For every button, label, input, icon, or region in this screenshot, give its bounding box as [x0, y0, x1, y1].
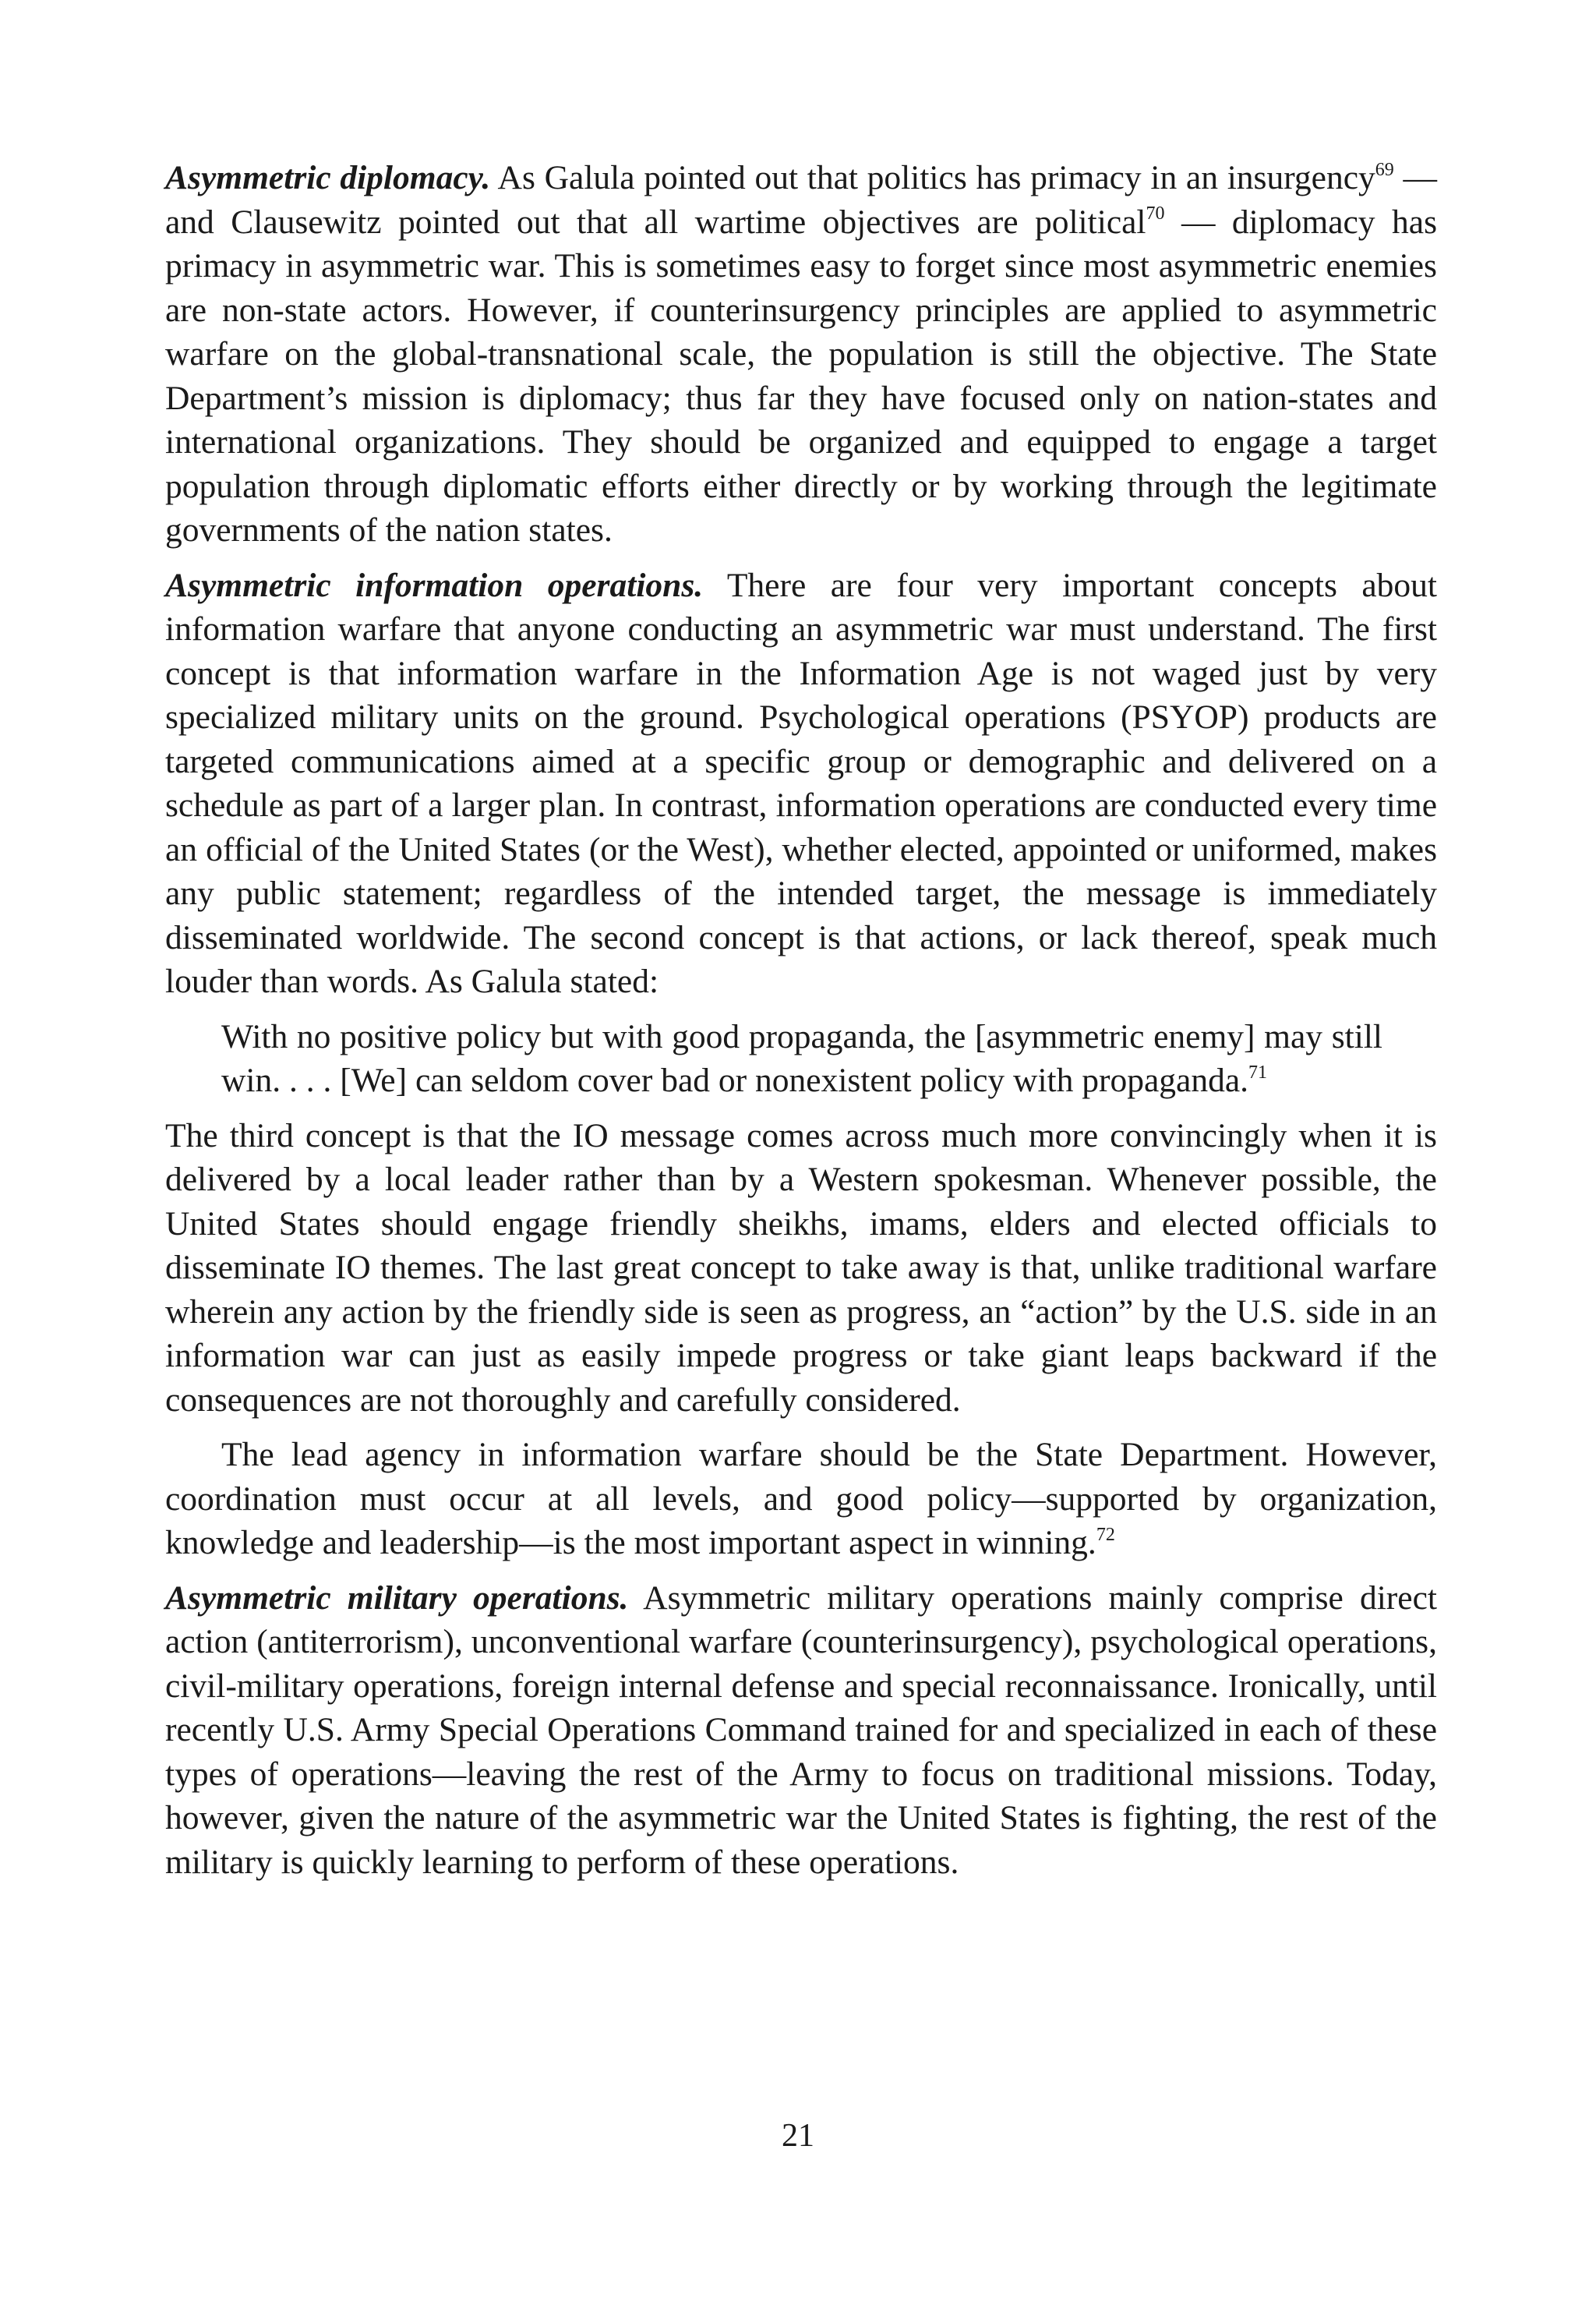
paragraph-asymmetric-information-operations: [165, 564, 1437, 1004]
paragraph-text: —and Clausewitz pointed out that all wartime objectives are political: [165, 159, 1437, 241]
paragraph-text: The third concept is that the IO message comes across much more convincingly when it is delivered by a local leader rather than by a Western spokesman. Whenever possible, the United States should engage friendly sheikhs, imams, elders and elected officials to disseminate IO themes. The last great concept to take away is that, unlike traditional warfare wherein any action by the friendly side is seen as progress, an “action” by the U.S. side in an information war can just as easily impede progress or take giant leaps backward if the consequences are not thoroughly and carefully considered.: [165, 1116, 1437, 1419]
footnote-ref-69: 69: [1375, 159, 1394, 180]
block-quote-galula: [221, 1015, 1382, 1103]
paragraph-lead-agency: [165, 1433, 1437, 1565]
page-number: 21: [782, 2118, 814, 2154]
section-heading-information-operations: Asymmetric information operations.: [165, 566, 704, 604]
paragraph-text: There are four very important concepts about information warfare that anyone conducting an asymmetric war must understand. The first concept is that information warfare in the Information Age is not waged just by very specialized military units on the ground. Psychological operations (PSYOP) products are targeted communications aimed at a specific group or demographic and delivered on a schedule as part of a larger plan. In contrast, information operations are conducted every time an official of the United States (or the West), whether elected, appointed or uniformed, makes any public statement; regardless of the intended target, the message is immediately disseminated worldwide. The second concept is that actions, or lack thereof, speak much louder than words. As Galula stated:: [165, 566, 1438, 1000]
quote-text: With no positive policy but with good propaganda, the [asymmetric enemy] may still win. . . . [We] can seldom cover bad or nonexistent policy with propaganda.: [221, 1017, 1382, 1099]
paragraph-text: The lead agency in information warfare should be the State Department. However, coordination must occur at all levels, and good policy—supported by organization, knowledge and leadership—is the most important aspect in winning.: [165, 1436, 1437, 1561]
paragraph-third-concept: [165, 1114, 1437, 1423]
paragraph-text: As Galula pointed out that politics has primacy in an insurgency: [490, 159, 1375, 196]
paragraph-text: Asymmetric military operations mainly comprise direct action (antiterrorism), unconventional warfare (counterinsurgency), psychological operations, civil-military operations, foreign internal defense and special reconnaissance. Ironically, until recently U.S. Army Special Operations Command trained for and specialized in each of these types of operations—leaving the rest of the Army to focus on traditional missions. Today, however, given the nature of the asymmetric war the United States is fighting, the rest of the military is quickly learning to perform of these operations.: [165, 1578, 1437, 1881]
section-heading-diplomacy: Asymmetric diplomacy.: [165, 159, 491, 196]
paragraph-asymmetric-diplomacy: [165, 156, 1437, 553]
page-body: [165, 156, 1437, 1895]
footnote-ref-71: 71: [1248, 1062, 1268, 1083]
section-heading-military-operations: Asymmetric military operations.: [165, 1578, 629, 1617]
footnote-ref-70: 70: [1146, 203, 1165, 224]
footnote-ref-72: 72: [1096, 1524, 1115, 1545]
paragraph-text: — diplomacy has primacy in asymmetric war. This is sometimes easy to forget since most asymmetric enemies are non-state actors. However, if counterinsurgency principles are applied to asymmetric warfare on the global-transnational scale, the population is still the objective. The State Department’s mission is diplomacy; thus far they have focused only on nation-states and international organizations. They should be organized and equipped to engage a target population through diplomatic efforts either directly or by working through the legitimate governments of the nation states.: [165, 203, 1437, 549]
paragraph-asymmetric-military-operations: [165, 1576, 1437, 1885]
